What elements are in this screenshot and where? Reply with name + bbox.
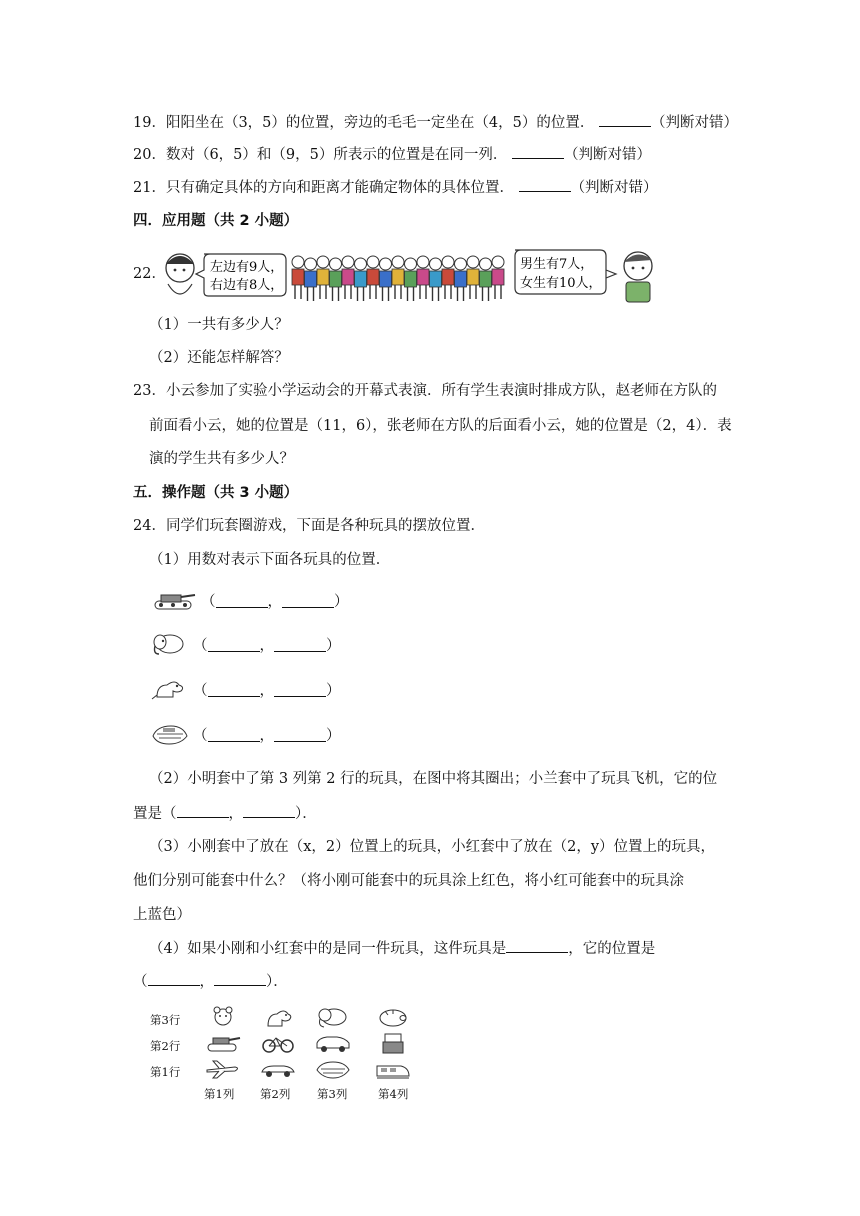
elephant-icon bbox=[151, 632, 189, 656]
ship-grid-icon[interactable] bbox=[315, 1058, 351, 1080]
col-label-1: 第1列 bbox=[204, 1087, 235, 1101]
q24-sub2-line1: （2）小明套中了第 3 列第 2 行的玩具，在图中将其圈出；小兰套中了玩具飞机，它的位 bbox=[149, 771, 718, 787]
plane-x-blank[interactable] bbox=[177, 803, 229, 818]
boy-right-icon bbox=[624, 252, 652, 302]
race-car-icon[interactable] bbox=[260, 1058, 296, 1080]
ship-x-blank[interactable] bbox=[208, 727, 260, 742]
svg-text:女生有10人，: 女生有10人， bbox=[520, 276, 602, 291]
answer-blank-19[interactable] bbox=[599, 112, 651, 127]
child-figure-icon bbox=[492, 256, 504, 299]
ship-icon bbox=[151, 722, 189, 746]
train-icon[interactable] bbox=[375, 1058, 411, 1080]
toy-row-elephant: （ ， ） bbox=[151, 631, 341, 657]
car-icon[interactable] bbox=[315, 1032, 351, 1054]
answer-blank-20[interactable] bbox=[512, 144, 564, 159]
q24-sub3-line2: 他们分别可能套中什么？（将小刚可能套中的玩具涂上红色，将小红可能套中的玩具涂 bbox=[133, 873, 684, 889]
children-group bbox=[292, 256, 504, 301]
q24-intro: 24．同学们玩套圈游戏，下面是各种玩具的摆放位置． bbox=[133, 518, 485, 534]
child-figure-icon bbox=[355, 258, 367, 301]
q24-sub4-line1: （4）如果小刚和小红套中的是同一件玩具，这件玩具是 ，它的位置是 bbox=[149, 938, 655, 959]
child-figure-icon bbox=[392, 256, 404, 299]
svg-text:右边有8人，: 右边有8人， bbox=[210, 278, 284, 293]
q23-line1: 23．小云参加了实验小学运动会的开幕式表演．所有学生表演时排成方队，赵老师在方队的 bbox=[133, 383, 717, 399]
row-label-3: 第3行 bbox=[150, 1013, 181, 1027]
row-label-2: 第2行 bbox=[150, 1039, 181, 1053]
col-label-4: 第4列 bbox=[378, 1087, 409, 1101]
elephant-y-blank[interactable] bbox=[274, 637, 326, 652]
q24-sub4-line2: （ ， ）． bbox=[133, 971, 288, 992]
answer-blank-21[interactable] bbox=[519, 177, 571, 192]
q23-line2: 前面看小云，她的位置是（11，6），张老师在方队的后面看小云，她的位置是（2，4）．表 bbox=[149, 418, 732, 434]
q22-sub1: （1）一共有多少人？ bbox=[149, 317, 289, 333]
q24-sub3-line1: （3）小刚套中了放在（x，2）位置上的玩具，小红套中了放在（2，y）位置上的玩具， bbox=[149, 839, 716, 855]
child-figure-icon bbox=[417, 256, 429, 299]
pig-icon[interactable] bbox=[375, 1006, 411, 1028]
svg-text:男生有7人，: 男生有7人， bbox=[520, 257, 594, 272]
question-19: 19．阳阳坐在（3，5）的位置，旁边的毛毛一定坐在（4，5）的位置． （判断对错） bbox=[133, 112, 738, 133]
question-20: 20．数对（6，5）和（9，5）所表示的位置是在同一列． （判断对错） bbox=[133, 144, 651, 165]
robot-icon[interactable] bbox=[375, 1032, 411, 1054]
tank-icon bbox=[151, 589, 197, 611]
child-figure-icon bbox=[405, 258, 417, 301]
section-5-title: 五．操作题（共 3 小题） bbox=[133, 485, 299, 501]
same-toy-blank[interactable] bbox=[506, 938, 568, 953]
child-figure-icon bbox=[380, 258, 392, 301]
toy-grid-figure bbox=[150, 1000, 420, 1105]
child-figure-icon bbox=[330, 258, 342, 301]
q23-line3: 演的学生共有多少人？ bbox=[149, 451, 294, 467]
question-21: 21．只有确定具体的方向和距离才能确定物体的具体位置． （判断对错） bbox=[133, 177, 658, 198]
plane-icon[interactable] bbox=[205, 1058, 241, 1080]
tank-x-blank[interactable] bbox=[216, 593, 268, 608]
child-figure-icon bbox=[317, 256, 329, 299]
q24-sub3-line3: 上蓝色） bbox=[133, 907, 191, 923]
dinosaur-x-blank[interactable] bbox=[208, 682, 260, 697]
toy-row-tank: （ ， ） bbox=[151, 587, 349, 613]
dinosaur-icon bbox=[151, 677, 189, 701]
ship-y-blank[interactable] bbox=[274, 727, 326, 742]
svg-text:左边有9人，: 左边有9人， bbox=[210, 260, 284, 275]
girl-left-icon bbox=[166, 254, 194, 294]
section-4-title: 四．应用题（共 2 小题） bbox=[133, 213, 299, 229]
dinosaur-grid-icon[interactable] bbox=[260, 1006, 296, 1028]
tank-grid-icon[interactable] bbox=[205, 1032, 241, 1054]
child-figure-icon bbox=[442, 256, 454, 299]
q22-illustration bbox=[160, 244, 663, 306]
plane-y-blank[interactable] bbox=[243, 803, 295, 818]
toy-row-dinosaur: （ ， ） bbox=[151, 676, 341, 702]
child-figure-icon bbox=[480, 258, 492, 301]
q22-sub2: （2）还能怎样解答？ bbox=[149, 350, 289, 366]
dinosaur-y-blank[interactable] bbox=[274, 682, 326, 697]
same-toy-y-blank[interactable] bbox=[214, 971, 266, 986]
elephant-x-blank[interactable] bbox=[208, 637, 260, 652]
q24-sub1: （1）用数对表示下面各玩具的位置． bbox=[149, 552, 391, 568]
bicycle-icon[interactable] bbox=[260, 1032, 296, 1054]
same-toy-x-blank[interactable] bbox=[148, 971, 200, 986]
bear-icon[interactable] bbox=[205, 1006, 241, 1028]
col-label-3: 第3列 bbox=[317, 1087, 348, 1101]
tank-y-blank[interactable] bbox=[282, 593, 334, 608]
question-22-number: 22． bbox=[133, 266, 166, 282]
child-figure-icon bbox=[367, 256, 379, 299]
elephant-grid-icon[interactable] bbox=[315, 1006, 351, 1028]
child-figure-icon bbox=[430, 258, 442, 301]
row-label-1: 第1行 bbox=[150, 1065, 181, 1079]
child-figure-icon bbox=[342, 256, 354, 299]
child-figure-icon bbox=[292, 256, 304, 299]
col-label-2: 第2列 bbox=[260, 1087, 291, 1101]
child-figure-icon bbox=[305, 258, 317, 301]
q24-sub2-line2: 置是（ ， ）． bbox=[133, 803, 317, 824]
child-figure-icon bbox=[467, 256, 479, 299]
child-figure-icon bbox=[455, 258, 467, 301]
toy-row-ship: （ ， ） bbox=[151, 721, 341, 747]
